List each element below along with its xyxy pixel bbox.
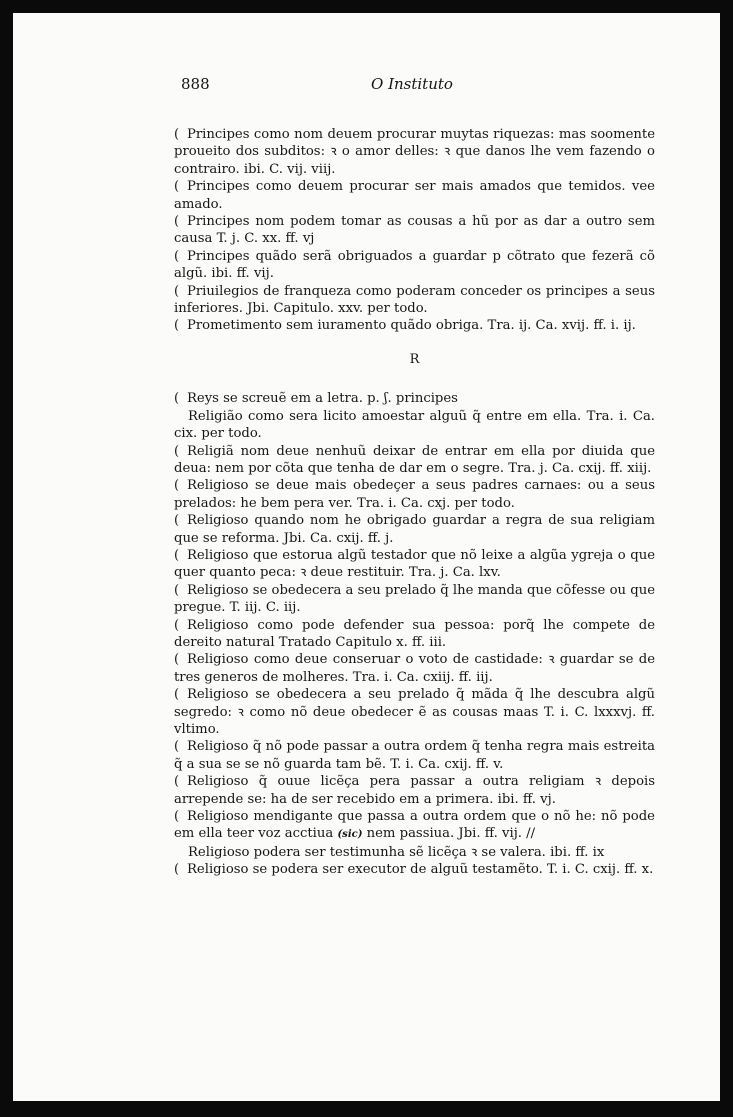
index-entry: [174, 248, 655, 283]
index-entry: [174, 547, 655, 582]
paragraph-mark-icon: (: [174, 214, 180, 230]
index-entry: [174, 808, 655, 844]
index-entry: [174, 844, 655, 861]
paragraph-mark-icon: (: [174, 318, 180, 334]
entry-text: Reys se screuẽ em a letra. p. ʃ. principes: [187, 391, 458, 407]
entry-text: Priuilegios de franqueza como poderam conceder os principes a seus inferiores. Jbi. Capitulo. xxv. per todo.: [174, 283, 655, 317]
index-entry: [174, 126, 655, 178]
paragraph-mark-icon: (: [174, 179, 180, 195]
index-entry: [174, 861, 655, 878]
paragraph-mark-icon: (: [174, 739, 180, 755]
running-title: O Instituto: [371, 75, 453, 93]
index-entry: [174, 773, 655, 808]
paragraph-mark-icon: (: [174, 809, 180, 825]
entry-text: Prometimento sem iuramento quãdo obriga. Tra. ij. Ca. xvij. ff. i. ij.: [187, 318, 636, 334]
entry-text: Religioso se deue mais obedeçer a seus padres carnaes: ou a seus prelados: he bem pera ver. Tra. i. Ca. cxj. per todo.: [174, 478, 655, 511]
entry-text: Religião como sera licito amoestar alguũ q̃ entre em ella. Tra. i. Ca. cix. per todo.: [174, 408, 655, 442]
index-entry: [174, 738, 655, 773]
index-entry: [174, 617, 655, 652]
sic-annotation: (sic): [337, 829, 363, 841]
index-entry: [174, 213, 655, 248]
paragraph-mark-icon: (: [174, 513, 180, 529]
entry-text: Religioso q̃ nõ pode passar a outra ordem q̃ tenha regra mais estreita q̃ a sua se se nõ guarda tam bẽ. T. i. Ca. cxij. ff. v.: [174, 739, 655, 772]
entry-text: Religioso podera ser testimunha sẽ licẽça ꝛ se valera. ibi. ff. ix: [188, 844, 605, 860]
index-entries: [174, 126, 655, 879]
entry-text: Religioso se obedecera a seu prelado q̃ lhe manda que cõfesse ou que pregue. T. iij. C. iij.: [174, 582, 655, 616]
entry-text: Religioso quando nom he obrigado guardar a regra de sua religiam que se reforma. Jbi. Ca. cxij. ff. j.: [174, 513, 655, 546]
entry-text: Religioso mendigante que passa a outra ordem que o nõ he: nõ pode em ella teer voz acctiua: [174, 809, 655, 842]
paragraph-mark-icon: (: [174, 391, 180, 407]
index-entry: [174, 178, 655, 213]
paragraph-mark-icon: (: [174, 862, 180, 878]
index-entry: [174, 443, 655, 478]
paragraph-mark-icon: (: [174, 443, 180, 459]
paragraph-mark-icon: (: [174, 582, 180, 598]
entry-text: Principes como deuem procurar ser mais amados que temidos. vee amado.: [174, 179, 655, 212]
index-entry: [174, 512, 655, 547]
entry-text-continued: nem passiua. Jbi. ff. vij. //: [362, 826, 536, 842]
entry-text: Principes como nom deuem procurar muytas riquezas: mas soomente proueito dos subditos: ꝛ o amor delles: ꝛ que danos lhe vem fazendo o contrairo. ibi. C. vij. viij.: [174, 127, 655, 177]
paragraph-mark-icon: (: [174, 617, 180, 633]
index-entry: [174, 477, 655, 512]
index-entry: [174, 651, 655, 686]
entry-text: Principes nom podem tomar as cousas a hũ por as dar a outro sem causa T. j. C. xx. ff. vj: [174, 214, 655, 247]
paragraph-mark-icon: (: [174, 283, 180, 299]
paragraph-mark-icon: (: [174, 687, 180, 703]
paragraph-mark-icon: (: [174, 652, 180, 668]
entry-text: Religiã nom deue nenhuũ deixar de entrar em ella por diuida que deua: nem por cõta que tenha de dar em o segre. Tra. j. Ca. cxij. ff. xiij.: [174, 443, 655, 476]
entry-text: Religioso como pode defender sua pessoa: porq̃ lhe compete de dereito natural Tratado Capitulo x. ff. iii.: [174, 617, 655, 650]
paragraph-mark-icon: (: [174, 478, 180, 494]
entry-text: Religioso se obedecera a seu prelado q̃ mãda q̃ lhe descubra algũ segredo: ꝛ como nõ deue obedecer ẽ as cousas maas T. i. C. lxxxvj. ff. vltimo.: [174, 687, 655, 737]
paragraph-mark-icon: (: [174, 774, 180, 790]
index-entry: [174, 317, 655, 334]
entry-text: Religioso q̃ ouue licẽça pera passar a outra religiam ꝛ depois arrepende se: ha de ser recebido em a primera. ibi. ff. vj.: [174, 774, 655, 807]
index-entry: [174, 283, 655, 318]
paragraph-mark-icon: (: [174, 127, 180, 142]
entry-text: Religioso como deue conseruar o voto de castidade: ꝛ guardar se de tres generos de molheres. Tra. i. Ca. cxiij. ff. iij.: [174, 652, 655, 685]
section-letter-heading: R: [409, 351, 420, 367]
index-entry: [174, 390, 655, 407]
entry-text: Religioso se podera ser executor de alguũ testamẽto. T. i. C. cxij. ff. x.: [187, 862, 654, 878]
entry-text: Religioso que estorua algũ testador que nõ leixe a algũa ygreja o que quer quanto peca: ꝛ deue restituir. Tra. j. Ca. lxv.: [174, 547, 655, 581]
entry-text: Principes quãdo serã obriguados a guardar p cõtrato que fezerã cõ algũ. ibi. ff. vij.: [174, 248, 655, 282]
paragraph-mark-icon: (: [174, 547, 180, 563]
paragraph-mark-icon: (: [174, 248, 180, 264]
index-entry: [174, 686, 655, 738]
page-number: 888: [181, 75, 210, 93]
index-entry: [174, 408, 655, 443]
index-entry: [174, 582, 655, 617]
page-header: [181, 75, 651, 99]
